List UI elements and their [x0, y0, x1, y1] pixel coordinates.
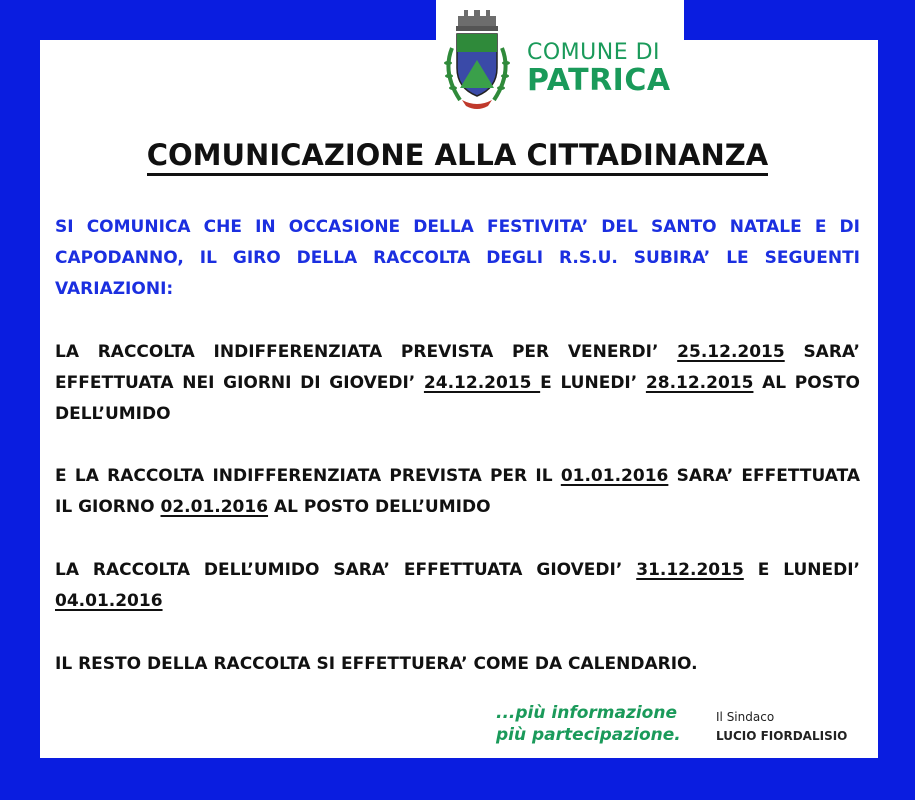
slogan — [496, 702, 681, 746]
paragraph-2: E LA RACCOLTA INDIFFERENZIATA PREVISTA PER IL 01.01.2016 SARA’ EFFETTUATA IL GIORNO 02.01.2016 AL POSTO DELL’UMIDO — [55, 466, 860, 517]
mayor-name: LUCIO FIORDALISIO — [716, 729, 848, 743]
date-5: 02.01.2016 — [160, 497, 269, 517]
comune-label: COMUNE DI — [527, 40, 661, 65]
mayor-signature — [716, 708, 847, 746]
date-6: 31.12.2015 — [636, 560, 744, 580]
date-1: 25.12.2015 — [677, 342, 785, 362]
paragraph-3: LA RACCOLTA DELL’UMIDO SARA’ EFFETTUATA GIOVEDI’ 31.12.2015 E LUNEDI’ 04.01.2016 — [55, 560, 861, 611]
slogan-line-2: più partecipazione. — [496, 725, 681, 745]
mayor-label: Il Sindaco — [716, 710, 775, 724]
paragraph-4: IL RESTO DELLA RACCOLTA SI EFFETTUERA’ COME DA CALENDARIO. — [55, 654, 698, 674]
coat-of-arms-icon — [440, 8, 514, 112]
municipality-logo-text — [527, 42, 671, 96]
date-7: 04.01.2016 — [55, 591, 163, 611]
slogan-line-1: ...più informazione — [496, 703, 677, 723]
intro-paragraph: SI COMUNICA CHE IN OCCASIONE DELLA FESTIVITA’ DEL SANTO NATALE E DI CAPODANNO, IL GIRO DELLA RACCOLTA DEGLI R.S.U. SUBIRA’ LE SEGUENTI VARIAZIONI: — [55, 217, 860, 299]
page-title-text: COMUNICAZIONE ALLA CITTADINANZA — [147, 138, 769, 176]
date-2: 24.12.2015 — [423, 373, 541, 393]
municipality-name: PATRICA — [527, 63, 671, 98]
date-3: 28.12.2015 — [645, 373, 754, 393]
paragraph-1: LA RACCOLTA INDIFFERENZIATA PREVISTA PER VENERDI’ 25.12.2015 SARA’ EFFETTUATA NEI GIORNI DI GIOVEDI’ 24.12.2015 E LUNEDI’ 28.12.2015 AL POSTO DELL’UMIDO — [55, 342, 861, 424]
page-title — [0, 138, 915, 172]
date-4: 01.01.2016 — [560, 466, 669, 486]
